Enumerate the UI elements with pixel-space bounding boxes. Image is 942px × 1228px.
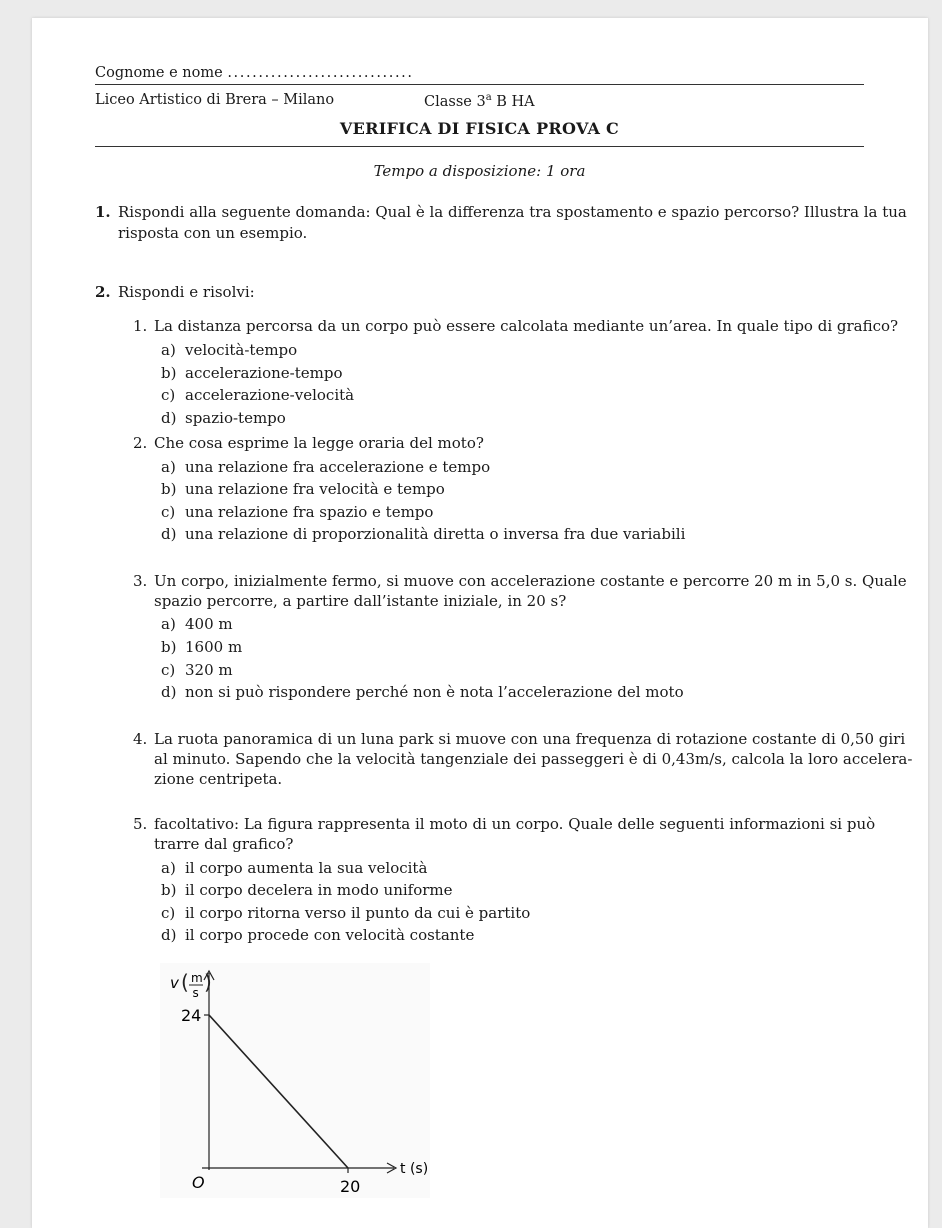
subq1-option-a: velocità-tempo [185, 341, 298, 359]
y-tick-label: 24 [181, 1006, 202, 1025]
subq5-option-b: il corpo decelera in modo uniforme [185, 881, 453, 899]
name-dots: .............................. [227, 65, 414, 81]
class-suffix: B HA [491, 93, 535, 110]
y-axis-label: v [170, 974, 179, 992]
subq5-text-line2: trarre dal grafico? [154, 835, 294, 853]
time-note: Tempo a disposizione: 1 ora [373, 162, 586, 180]
y-unit-paren-close: ) [204, 970, 212, 994]
subq3-option-a: 400 m [185, 615, 233, 633]
subq2-option-a-letter: a) [161, 458, 176, 476]
subq2-option-d-letter: d) [161, 525, 177, 543]
subq3-option-a-letter: a) [161, 615, 176, 633]
subq5-option-d-letter: d) [161, 926, 177, 944]
subq2-option-a: una relazione fra accelerazione e tempo [185, 458, 491, 476]
subq4-text-line1: La ruota panoramica di un luna park si muove con una frequenza di rotazione costante di 0,50 giri [154, 730, 906, 748]
subq1-option-b: accelerazione-tempo [185, 364, 343, 382]
q1-text-line2: risposta con un esempio. [118, 224, 308, 242]
school-name: Liceo Artistico di Brera – Milano [95, 92, 335, 108]
y-unit-paren-open: ( [181, 970, 189, 994]
subq3-option-d: non si può rispondere perché non è nota l’accelerazione del moto [185, 683, 684, 701]
subq2-option-c: una relazione fra spazio e tempo [185, 503, 434, 521]
subq2-option-b: una relazione fra velocità e tempo [185, 480, 445, 498]
subq1-option-d-letter: d) [161, 409, 177, 427]
velocity-time-chart [160, 963, 430, 1198]
subq3-option-b: 1600 m [185, 638, 243, 656]
subq3-option-c-letter: c) [161, 661, 176, 679]
subq5-option-a: il corpo aumenta la sua velocità [185, 859, 428, 877]
header-rule-top [95, 84, 864, 85]
subq3-option-d-letter: d) [161, 683, 177, 701]
x-axis-label: t (s) [400, 1161, 429, 1177]
subq5-option-c: il corpo ritorna verso il punto da cui è partito [185, 904, 531, 922]
subq3-option-b-letter: b) [161, 638, 177, 656]
subq1-option-c-letter: c) [161, 386, 176, 404]
q2-number: 2. [95, 283, 111, 301]
x-tick-label: 20 [340, 1177, 361, 1196]
subq4-number: 4. [133, 730, 148, 748]
subq5-option-c-letter: c) [161, 904, 176, 922]
header-rule-bottom [95, 146, 864, 147]
subq2-option-c-letter: c) [161, 503, 176, 521]
subq1-number: 1. [133, 317, 148, 335]
origin-label: O [192, 1173, 205, 1192]
subq3-option-c: 320 m [185, 661, 233, 679]
name-line [95, 65, 414, 81]
subq1-option-b-letter: b) [161, 364, 177, 382]
q1-text-line1: Rispondi alla seguente domanda: Qual è la differenza tra spostamento e spazio percorso? Illustra la tua [118, 203, 907, 221]
subq4-text-line2: al minuto. Sapendo che la velocità tangenziale dei passeggeri è di 0,43m/s, calcola la loro accelera- [154, 750, 913, 768]
subq3-text-line1: Un corpo, inizialmente fermo, si muove con accelerazione costante e percorre 20 m in 5,0 s. Quale [154, 572, 907, 590]
subq1-text: La distanza percorsa da un corpo può essere calcolata mediante un’area. In quale tipo di grafico? [154, 317, 899, 335]
subq5-option-b-letter: b) [161, 881, 177, 899]
subq2-number: 2. [133, 434, 148, 452]
name-label: Cognome e nome [95, 65, 223, 81]
subq2-option-b-letter: b) [161, 480, 177, 498]
subq1-option-a-letter: a) [161, 341, 176, 359]
class-sup: a [485, 92, 492, 103]
subq2-text: Che cosa esprime la legge oraria del moto? [154, 434, 484, 452]
subq5-option-a-letter: a) [161, 859, 176, 877]
subq2-option-d: una relazione di proporzionalità diretta o inversa fra due variabili [185, 525, 686, 543]
y-unit-denominator: s [192, 986, 199, 1000]
subq1-option-d: spazio-tempo [185, 409, 286, 427]
subq3-number: 3. [133, 572, 148, 590]
q2-intro: Rispondi e risolvi: [118, 283, 255, 301]
y-unit-numerator: m [191, 971, 203, 985]
subq4-text-line3: zione centripeta. [154, 770, 283, 788]
class-prefix: Classe 3 [424, 93, 486, 110]
subq5-option-d: il corpo procede con velocità costante [185, 926, 475, 944]
q1-number: 1. [95, 203, 111, 221]
subq1-option-c: accelerazione-velocità [185, 386, 355, 404]
subq5-number: 5. [133, 815, 148, 833]
subq3-text-line2: spazio percorre, a partire dall’istante iniziale, in 20 s? [154, 592, 567, 610]
subq5-text-line1: facoltativo: La figura rappresenta il moto di un corpo. Quale delle seguenti informazioni si può [154, 815, 876, 833]
class-label [424, 92, 535, 110]
exam-page [32, 18, 928, 1228]
page-title: VERIFICA DI FISICA PROVA C [339, 119, 620, 138]
chart-background [160, 963, 430, 1198]
